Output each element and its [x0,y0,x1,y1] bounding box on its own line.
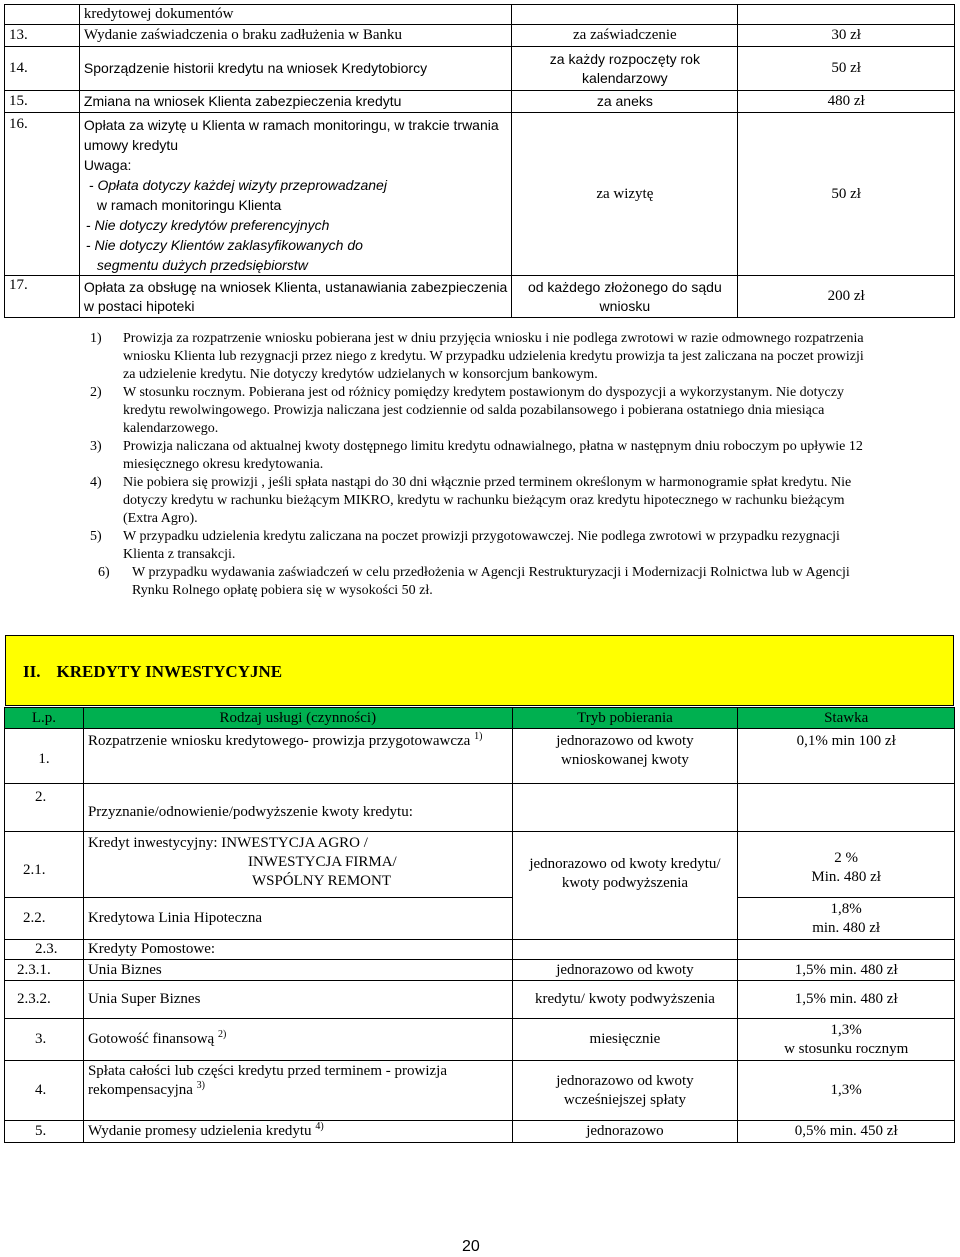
row-description [83,1061,512,1121]
footnote [90,564,870,600]
row-number: 4. [5,1061,84,1121]
note-item: - Nie dotyczy Klientów zaklasyfikowanych do [85,237,363,253]
section-title [23,662,298,682]
table-row [5,47,955,91]
row-number: 3. [5,1019,84,1061]
row-description [79,113,512,276]
row-number: 1. [5,729,84,784]
rate-min: Min. 480 zł [811,868,881,885]
row-description [83,832,512,898]
row-description-text: Gotowość finansową [87,1031,215,1047]
row-description-text: Rozpatrzenie wniosku kredytowego- prowizja przygotowawcza [87,733,471,749]
footnote-ref: 3) [196,1080,206,1091]
row-description [83,729,512,784]
footnotes [90,330,870,600]
row-number: 5. [5,1121,84,1143]
header-service: Rodzaj usługi (czynności) [83,708,512,729]
footnote [90,528,870,564]
rate-percent: 2 % [834,849,859,866]
table-row [5,1121,955,1143]
table-row [5,898,955,940]
table-row [5,113,955,276]
footnote-text: W przypadku udzielenia kredytu zaliczana na poczet prowizji przygotowawczej. Nie podlega zwrotowi w przypadku rezygnacji Klienta z transakcji. [123,529,840,562]
footnote-number: 6) [98,565,110,580]
visit-fee-description: Opłata za wizytę u Klienta w ramach monitoringu, w trakcie trwania umowy kredytu [83,117,499,153]
row-mode: za każdy rozpoczęty rok kalendarzowy [512,47,738,91]
footnote-number: 3) [90,439,102,454]
row-mode: jednorazowo od kwoty wcześniejszej spłaty [512,1061,738,1121]
table-row [5,25,955,47]
row-description: Unia Biznes [83,960,512,981]
fee-table-continued [4,4,955,318]
row-number: 2.3.2. [5,981,84,1019]
section-banner [5,635,954,706]
row-mode: jednorazowo od kwoty wnioskowanej kwoty [512,729,738,784]
row-fee: 50 zł [738,113,955,276]
rate-percent: 1,3% [830,1021,862,1038]
row-description: Unia Super Biznes [83,981,512,1019]
footnote [90,474,870,528]
row-rate: 1,3% [738,1061,955,1121]
row-rate: 1,5% min. 480 zł [738,960,955,981]
row-fee: 480 zł [738,91,955,113]
row-description: Kredytowa Linia Hipoteczna [83,898,512,940]
row-mode: miesięcznie [512,1019,738,1061]
loan-name: Kredyt inwestycyjny: INWESTYCJA AGRO / [87,835,368,851]
page-number: 20 [462,1238,480,1255]
header-rate: Stawka [738,708,955,729]
footnote-number: 4) [90,475,102,490]
footnote-text: W stosunku rocznym. Pobierana jest od różnicy pomiędzy kredytem postawionym do dyspozycji a wykorzystanym. Nie dotyczy kredytu rewolwingowego. Prowizja naliczana jest codziennie od salda pozabilansowego i pobierana ostatniego dnia miesiąca kalendarzowego. [123,385,844,436]
row-description-text: Spłata całości lub części kredytu przed terminem - prowizja rekompensacyjna [87,1063,447,1098]
row-mode: od każdego złożonego do sądu wniosku [512,276,738,318]
section-roman-numeral: II. [23,662,41,681]
table-row [5,91,955,113]
footnote [90,438,870,474]
table-row [5,960,955,981]
footnote-ref: 4) [315,1121,324,1132]
continuation-text: kredytowej dokumentów [79,5,512,25]
row-description: Wydanie zaświadczenia o braku zadłużenia w Banku [79,25,512,47]
footnote-text: W przypadku wydawania zaświadczeń w celu przedłożenia w Agencji Restrukturyzacji i Modernizacji Rolnictwa lub w Agencji Rynku Rolnego opłatę pobiera się w wysokości 50 zł. [132,565,850,598]
note-label: Uwaga: [83,157,132,173]
investment-loans-table [4,707,955,1143]
footnote-text: Prowizja naliczana od aktualnej kwoty dostępnego limitu kredytu odnawialnego, płatna w następnym dniu roboczym po upływie 12 miesięcznego okresu kredytowania. [123,439,863,472]
footnote-text: Prowizja za rozpatrzenie wniosku pobierana jest w dniu przyjęcia wniosku i nie podlega zwrotowi w razie odmownego rozpatrzenia wniosku Klienta lub rezygnacji przez niego z kredytu. W przypadku udzielenia kredytu prowizja ta jest zaliczana na poczet prowizji za udzielenie kredytu. Nie dotyczy kredytów udzielanych w konsorcjum bankowym. [123,331,864,382]
row-description: Zmiana na wniosek Klienta zabezpieczenia kredytu [79,91,512,113]
row-number: 13. [5,25,80,47]
footnote-ref: 1) [474,731,483,742]
header-mode: Tryb pobierania [512,708,738,729]
row-description: Przyznanie/odnowienie/podwyższenie kwoty kredytu: [83,784,512,832]
row-number: 2.1. [5,832,84,898]
row-number: 15. [5,91,80,113]
footnote [90,330,870,384]
loan-name: WSPÓLNY REMONT [251,873,391,889]
row-fee: 200 zł [738,276,955,318]
row-rate [738,832,955,898]
table-row [5,276,955,318]
footnote-text: Nie pobiera się prowizji , jeśli spłata nastąpi do 30 dni włącznie przed terminem określonym w harmonogramie spłat kredytu. Nie dotyczy kredytu w rachunku bieżącym MIKRO, kredytu w rachunku bieżącym oraz kredytu hipotecznego w rachunku bieżącym (Extra Agro). [123,475,852,526]
table-row [5,1061,955,1121]
row-description [83,1019,512,1061]
table-row [5,940,955,960]
row-description [83,1121,512,1143]
note-item-cont: w ramach monitoringu Klienta [96,197,282,213]
table-row [5,981,955,1019]
row-mode: jednorazowo [512,1121,738,1143]
table-row [5,784,955,832]
table-row [5,729,955,784]
row-mode: za aneks [512,91,738,113]
row-mode: za zaświadczenie [512,25,738,47]
row-number: 16. [5,113,80,276]
row-number: 2.3. [5,940,84,960]
row-description: Opłata za obsługę na wniosek Klienta, ustanawiania zabezpieczenia w postaci hipoteki [79,276,512,318]
footnote-ref: 2) [217,1029,227,1040]
row-fee: 50 zł [738,47,955,91]
footnote [90,384,870,438]
row-number: 17. [5,276,80,318]
rate-min: min. 480 zł [812,919,881,936]
footnote-number: 5) [90,529,102,544]
row-rate [738,898,955,940]
table-row [5,1019,955,1061]
row-number: 2. [5,784,84,832]
rate-percent: 1,8% [830,900,862,917]
loan-name: INWESTYCJA FIRMA/ [247,854,397,870]
row-fee: 30 zł [738,25,955,47]
row-rate: 0,5% min. 450 zł [738,1121,955,1143]
row-mode: za wizytę [512,113,738,276]
row-rate: 0,1% min 100 zł [738,729,955,784]
footnote-number: 1) [90,331,102,346]
row-number: 2.3.1. [5,960,84,981]
row-rate [738,1019,955,1061]
row-description: Sporządzenie historii kredytu na wniosek Kredytobiorcy [79,47,512,91]
note-item-cont: segmentu dużych przedsiębiorstw [96,257,308,273]
row-mode: kredytu/ kwoty podwyższenia [512,981,738,1019]
row-mode: jednorazowo od kwoty [512,960,738,981]
row-mode: jednorazowo od kwoty kredytu/ kwoty podwyższenia [512,832,738,940]
row-number: 2.2. [5,898,84,940]
row-description-text: Wydanie promesy udzielenia kredytu [87,1123,312,1139]
table-row [5,832,955,898]
header-lp: L.p. [5,708,84,729]
section-name: KREDYTY INWESTYCYJNE [56,662,283,681]
footnote-number: 2) [90,385,102,400]
rate-basis: w stosunku rocznym [784,1040,909,1057]
row-number: 14. [5,47,80,91]
note-item: - Opłata dotyczy każdej wizyty przeprowadzanej [88,177,387,193]
row-description: Kredyty Pomostowe: [83,940,512,960]
row-rate: 1,5% min. 480 zł [738,981,955,1019]
note-item: - Nie dotyczy kredytów preferencyjnych [85,217,330,233]
